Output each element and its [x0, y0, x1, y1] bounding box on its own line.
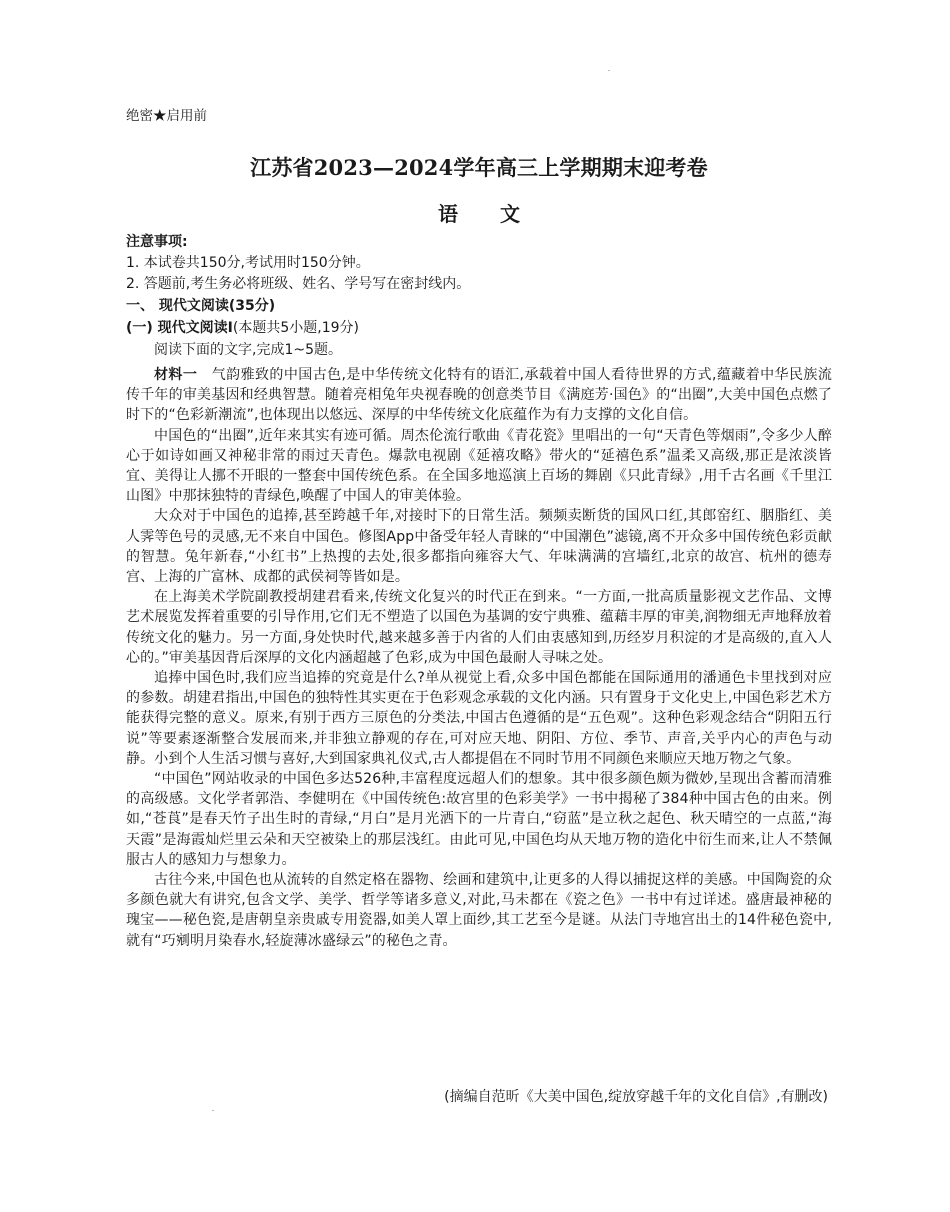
- part-note: (本题共5小题,19分): [232, 320, 359, 336]
- section-heading: 一、 现代文阅读(35分): [126, 298, 276, 314]
- passage-paragraph: 追捧中国色时,我们应当追捧的究竟是什么?单从视觉上看,众多中国色都能在国际通用的潘通色卡里找到对应的参数。胡建君指出,中国色的独特性其实更在于色彩观念承载的文化内涵。只有置身于文化史上,中国色彩艺术方能获得完整的意义。原来,有别于西方三原色的分类法,中国古色遵循的是“五色观”。这种色彩观念结合“阴阳五行说”等要素逐渐整合发展而来,并非独立静观的存在,可对应天地、阴阳、方位、季节、声音,关乎内心的声色与动静。小到个人生活习惯与喜好,大到国家典礼仪式,古人都提倡在不同时节用不同颜色来顺应天地万物之气象。: [126, 670, 832, 767]
- exam-title: 江苏省2023—2024学年高三上学期期末迎考卷: [250, 155, 708, 180]
- reading-instruction: 阅读下面的文字,完成1~5题。: [154, 342, 342, 358]
- passage-body: [126, 365, 832, 951]
- note-item-2: 2. 答题前,考生务必将班级、姓名、学号写在密封线内。: [126, 276, 471, 292]
- passage-paragraph: 大众对于中国色的追捧,甚至跨越千年,对接时下的日常生活。频频卖断货的国风口红,其郎窑红、胭脂红、美人霁等色号的灵感,无不来自中国色。修图App中备受年轻人青睐的“中国潮色”滤镜,离不开众多中国传统色彩贡献的智慧。兔年新春,“小红书”上热搜的去处,很多都指向雍容大气、年味满满的宫墙红,北京的故宫、杭州的德寿宫、上海的广富林、成都的武侯祠等皆如是。: [126, 508, 832, 586]
- subject-char-1: 语: [438, 202, 458, 226]
- passage-paragraph: [126, 365, 832, 426]
- note-item-1: 1. 本试卷共150分,考试用时150分钟。: [126, 255, 370, 271]
- passage-paragraph: 古往今来,中国色也从流转的自然定格在器物、绘画和建筑中,让更多的人得以捕捉这样的美感。中国陶瓷的众多颜色就大有讲究,包含文学、美学、哲学等诸多意义,对此,马未都在《瓷之色》一书中有过详述。盛唐最神秘的瑰宝——秘色瓷,是唐朝皇亲贵戚专用瓷器,如美人罩上面纱,其工艺至今是谜。从法门寺地宫出土的14件秘色瓷中,就有“巧剜明月染春水,轻旋薄冰盛绿云”的秘色之青。: [126, 872, 832, 949]
- part-heading: [126, 318, 359, 338]
- scan-dot: [608, 70, 610, 71]
- scan-dot: [212, 1110, 214, 1111]
- confidential-mark: 绝密★启用前: [126, 108, 207, 124]
- subject-title: [126, 198, 832, 227]
- passage-paragraph: “中国色”网站收录的中国色多达526种,丰富程度远超人们的想象。其中很多颜色颇为微妙,呈现出含蓄而清雅的高级感。文化学者郭浩、李健明在《中国传统色:故宫里的色彩美学》一书中揭秘了384种中国古色的由来。例如,“苍莨”是春天竹子出生时的青绿,“月白”是月光洒下的一片青白,“窃蓝”是立秋之起色、秋天晴空的一点蓝,“海天霞”是海霞灿烂里云朵和天空被染上的那层浅红。由此可见,中国色均从天地万物的造化中衍生而来,让人不禁佩服古人的感知力与想象力。: [126, 771, 832, 868]
- notes-heading: 注意事项:: [126, 234, 188, 250]
- part-label: (一) 现代文阅读Ⅰ: [126, 320, 233, 336]
- exam-page: [126, 0, 832, 1212]
- paragraph-text: 气韵雅致的中国古色,是中华传统文化特有的语汇,承载着中国人看待世界的方式,蕴藏着中华民族流传千年的审美基因和经典智慧。随着亮相兔年央视春晚的创意类节目《满庭芳·国色》的“出圈”,大美中国色点燃了时下的“色彩新潮流”,也体现出以悠远、深厚的中华传统文化底蕴作为有力支撑的文化自信。: [126, 367, 832, 424]
- passage-paragraph: 中国色的“出圈”,近年来其实有迹可循。周杰伦流行歌曲《青花瓷》里唱出的一句“天青色等烟雨”,令多少人醉心于如诗如画又神秘非常的雨过天青色。爆款电视剧《延禧攻略》带火的“延禧色系”温柔又高级,那正是浓淡皆宜、美得让人挪不开眼的一整套中国传统色系。在全国多地巡演上百场的舞剧《只此青绿》,用千古名画《千里江山图》中那抹独特的青绿色,唤醒了中国人的审美体验。: [126, 427, 832, 505]
- passage-paragraph: 在上海美术学院副教授胡建君看来,传统文化复兴的时代正在到来。“一方面,一批高质量影视文艺作品、文博艺术展览发挥着重要的引导作用,它们无不塑造了以国色为基调的安宁典雅、蕴藉丰厚的审美,润物细无声地释放着传统文化的魅力。另一方面,身处快时代,越来越多善于内省的人们由衷感知到,历经岁月积淀的才是高级的,直入人心的。”审美基因背后深厚的文化内涵超越了色彩,成为中国色最耐人寻味之处。: [126, 589, 832, 666]
- material-label: 材料一: [154, 367, 198, 383]
- subject-char-2: 文: [500, 202, 520, 226]
- passage-source: (摘编自范昕《大美中国色,绽放穿越千年的文化自信》,有删改): [444, 1089, 828, 1105]
